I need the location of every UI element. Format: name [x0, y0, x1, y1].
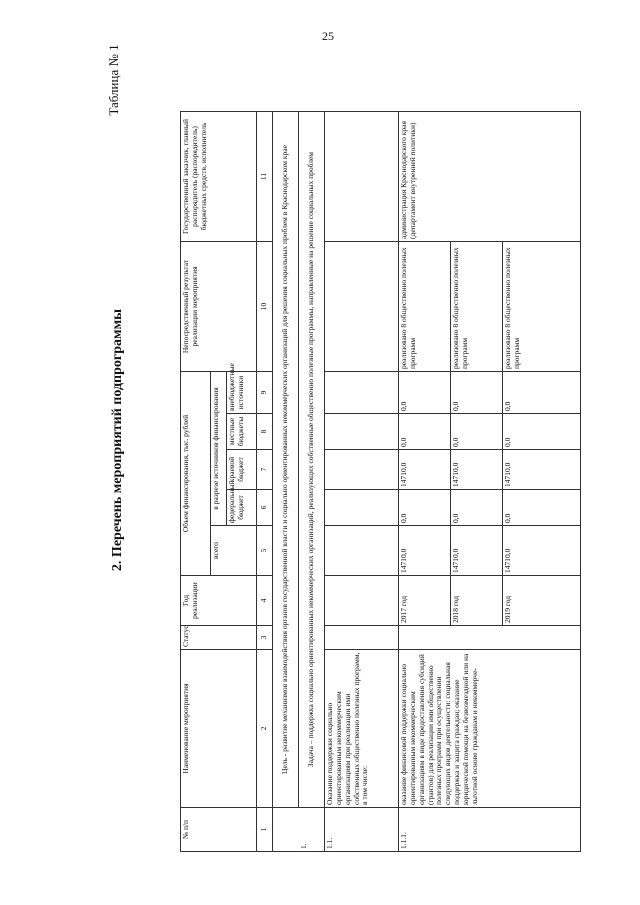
item-1-1-name: Оказание поддержки социально ориентированным некоммерческим организациям при реализации ими собственных общественно полезных программ, в том числе:: [325, 650, 399, 808]
item-row-1-1: [325, 111, 399, 851]
column-number: 4: [257, 576, 273, 626]
header-customer: Государственный заказчик, главный распорядитель (распорядитель) бюджетных средств, исполнитель: [181, 111, 257, 241]
column-number: 3: [257, 626, 273, 650]
year-cell: 2019 год: [503, 576, 581, 626]
page-number: 25: [322, 29, 334, 43]
item-1-1-1-name: оказание финансовой поддержки социально ориентированным некоммерческим организациям в виде предоставления субсидий (грантов) для реализации ими общественно полезных программ при осуществлении следующих видов деятельности: социальная поддержка и защита граждан; оказание юридической помощи на безвозмездной или на льготной основе гражданам и некоммерче-: [399, 650, 581, 808]
column-number: 5: [257, 526, 273, 576]
header-num: № п/п: [181, 808, 257, 852]
header-row-1: [181, 111, 211, 851]
item-1-1-extra: [325, 371, 399, 413]
local-cell: 0,0: [451, 414, 503, 450]
header-regional: краевой бюджет: [227, 450, 257, 490]
result-cell: реализовано 8 общественно полезных программ: [451, 241, 503, 371]
item-1-1-num: 1.1.: [325, 808, 399, 852]
column-number: 2: [257, 650, 273, 808]
local-cell: 0,0: [503, 414, 581, 450]
page-heading: 2. Перечень мероприятий подпрограммы: [110, 308, 125, 572]
column-number: 9: [257, 371, 273, 413]
header-result: Непосредственный результат реализации мероприятия: [181, 241, 257, 371]
header-local: местные бюджеты: [227, 414, 257, 450]
item-1-1-1-num: 1.1.1.: [399, 808, 581, 852]
header-total: всего: [211, 526, 257, 576]
column-number: 1: [257, 808, 273, 852]
total-cell: 14710,0: [503, 526, 581, 576]
item-1-1-federal: [325, 490, 399, 526]
goal-row: [273, 111, 299, 851]
header-extrabudget: внебюджетные источники: [227, 371, 257, 413]
item-1-1-customer: [325, 111, 399, 241]
goal-num-cell: [273, 808, 299, 852]
total-cell: 14710,0: [399, 526, 451, 576]
year-cell: 2017 год: [399, 576, 451, 626]
federal-cell: 0,0: [399, 490, 451, 526]
item-1-1-total: [325, 526, 399, 576]
column-number: 8: [257, 414, 273, 450]
federal-cell: 0,0: [503, 490, 581, 526]
item-1-1-regional: [325, 450, 399, 490]
rotated-table-wrapper: [180, 112, 580, 852]
federal-cell: 0,0: [451, 490, 503, 526]
item-1-1-1-status: [399, 626, 581, 650]
item-1-1-local: [325, 414, 399, 450]
result-cell: реализовано 8 общественно полезных программ: [503, 241, 581, 371]
regional-cell: 14710,0: [451, 450, 503, 490]
header-by-source: в разрезе источников финансирования: [211, 371, 227, 525]
local-cell: 0,0: [399, 414, 451, 450]
header-funding: Объем финансирования, тыс. рублей: [181, 371, 211, 575]
total-cell: 14710,0: [451, 526, 503, 576]
goal-text: Цель - развитие механизмов взаимодействия органов государственной власти и социально ориентированных некоммерческих организаций для решения социальных проблем в Краснодарском крае: [273, 111, 299, 807]
extra-cell: 0,0: [503, 371, 581, 413]
column-number: 11: [257, 111, 273, 241]
result-cell: реализовано 8 общественно полезных программ: [399, 241, 451, 371]
header-federal: федеральный бюджет: [227, 490, 257, 526]
extra-cell: 0,0: [399, 371, 451, 413]
item-row-1-1-1-2017: [399, 111, 451, 851]
column-number: 10: [257, 241, 273, 371]
extra-cell: 0,0: [451, 371, 503, 413]
table-label: Таблица № 1: [106, 44, 121, 116]
regional-cell: 14710,0: [503, 450, 581, 490]
customer-cell: администрация Краснодарского края (департамент внутренней политики): [399, 111, 581, 241]
column-number: 7: [257, 450, 273, 490]
regional-cell: 14710,0: [399, 450, 451, 490]
header-name: Наименование мероприятия: [181, 650, 257, 808]
activities-table: [180, 111, 581, 852]
header-status: Статус: [181, 626, 257, 650]
item-1-1-result: [325, 241, 399, 371]
task-row: [299, 111, 325, 851]
header-year: Год реализации: [181, 576, 257, 626]
task-text: Задача – поддержка социально ориентированных некоммерческих организаций, реализующих собственные общественно полезные программы, направленные на решение социальных проблем: [299, 111, 325, 807]
item-1-1-year: [325, 576, 399, 626]
task-num: 1.: [299, 808, 325, 852]
year-cell: 2018 год: [451, 576, 503, 626]
column-number: 6: [257, 490, 273, 526]
column-number-row: [257, 111, 273, 851]
item-1-1-status: [325, 626, 399, 650]
